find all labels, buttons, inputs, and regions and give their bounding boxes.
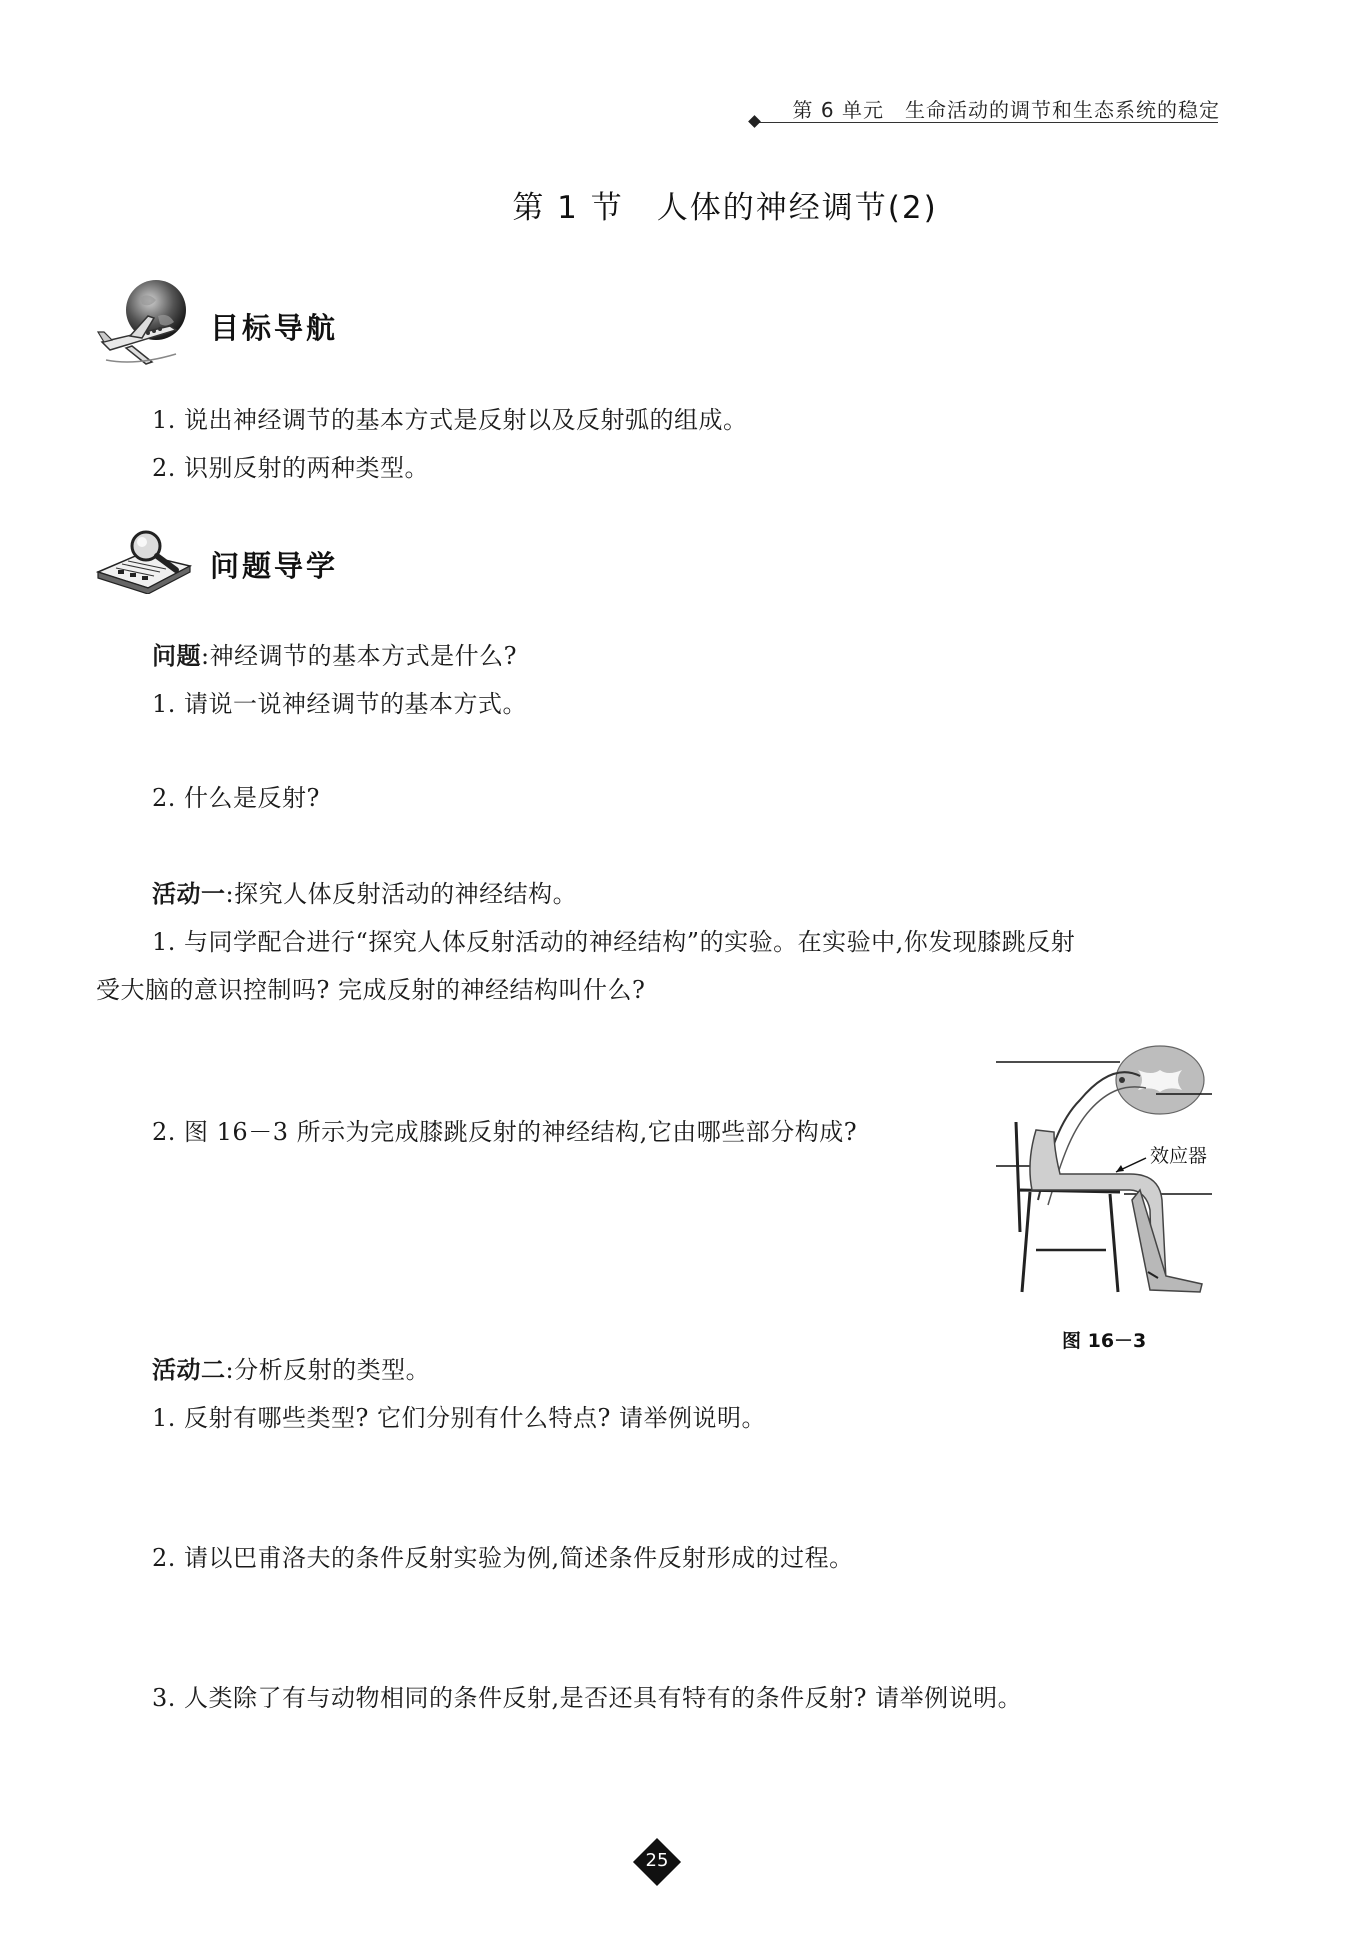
activity1-text: :探究人体反射活动的神经结构。 [225, 880, 578, 908]
activity1-item1-line1: 1. 与同学配合进行“探究人体反射活动的神经结构”的实验。在实验中,你发现膝跳反射 [152, 928, 1076, 956]
page-title: 第 1 节 人体的神经调节(2) [512, 190, 938, 226]
question-item-1: 1. 请说一说神经调节的基本方式。 [152, 690, 528, 718]
header-diamond-icon [748, 115, 761, 128]
magnifier-book-icon [94, 528, 194, 594]
page-number: 25 [645, 1850, 669, 1871]
effector-label: 效应器 [1150, 1145, 1208, 1167]
figure-caption: 图 16－3 [1062, 1330, 1147, 1352]
knee-reflex-figure [990, 1040, 1220, 1300]
activity2-label: 活动二 [152, 1356, 226, 1384]
page-number-badge [633, 1838, 681, 1886]
question-label: 问题 [152, 642, 201, 670]
section-title-questions: 问题导学 [210, 549, 339, 583]
header-rule [758, 122, 1218, 123]
question-text: :神经调节的基本方式是什么? [201, 642, 517, 670]
activity2-item-3: 3. 人类除了有与动物相同的条件反射,是否还具有特有的条件反射? 请举例说明。 [152, 1684, 1023, 1712]
activity1-label: 活动一 [152, 880, 226, 908]
activity2-item-2: 2. 请以巴甫洛夫的条件反射实验为例,简述条件反射形成的过程。 [152, 1544, 854, 1572]
activity1-item1-line2: 受大脑的意识控制吗? 完成反射的神经结构叫什么? [96, 976, 646, 1004]
activity1-line [152, 878, 577, 910]
activity1-item2: 2. 图 16－3 所示为完成膝跳反射的神经结构,它由哪些部分构成? [152, 1118, 858, 1146]
activity2-text: :分析反射的类型。 [225, 1356, 431, 1384]
airplane-globe-icon [96, 276, 196, 372]
activity2-item-1: 1. 反射有哪些类型? 它们分别有什么特点? 请举例说明。 [152, 1404, 767, 1432]
question-item-2: 2. 什么是反射? [152, 784, 320, 812]
question-line [152, 640, 517, 672]
goal-item-1: 1. 说出神经调节的基本方式是反射以及反射弧的组成。 [152, 406, 748, 434]
activity2-line [152, 1354, 430, 1386]
unit-header: 第 6 单元 生命活动的调节和生态系统的稳定 [792, 98, 1220, 122]
section-title-goals: 目标导航 [210, 311, 339, 345]
goal-item-2: 2. 识别反射的两种类型。 [152, 454, 430, 482]
